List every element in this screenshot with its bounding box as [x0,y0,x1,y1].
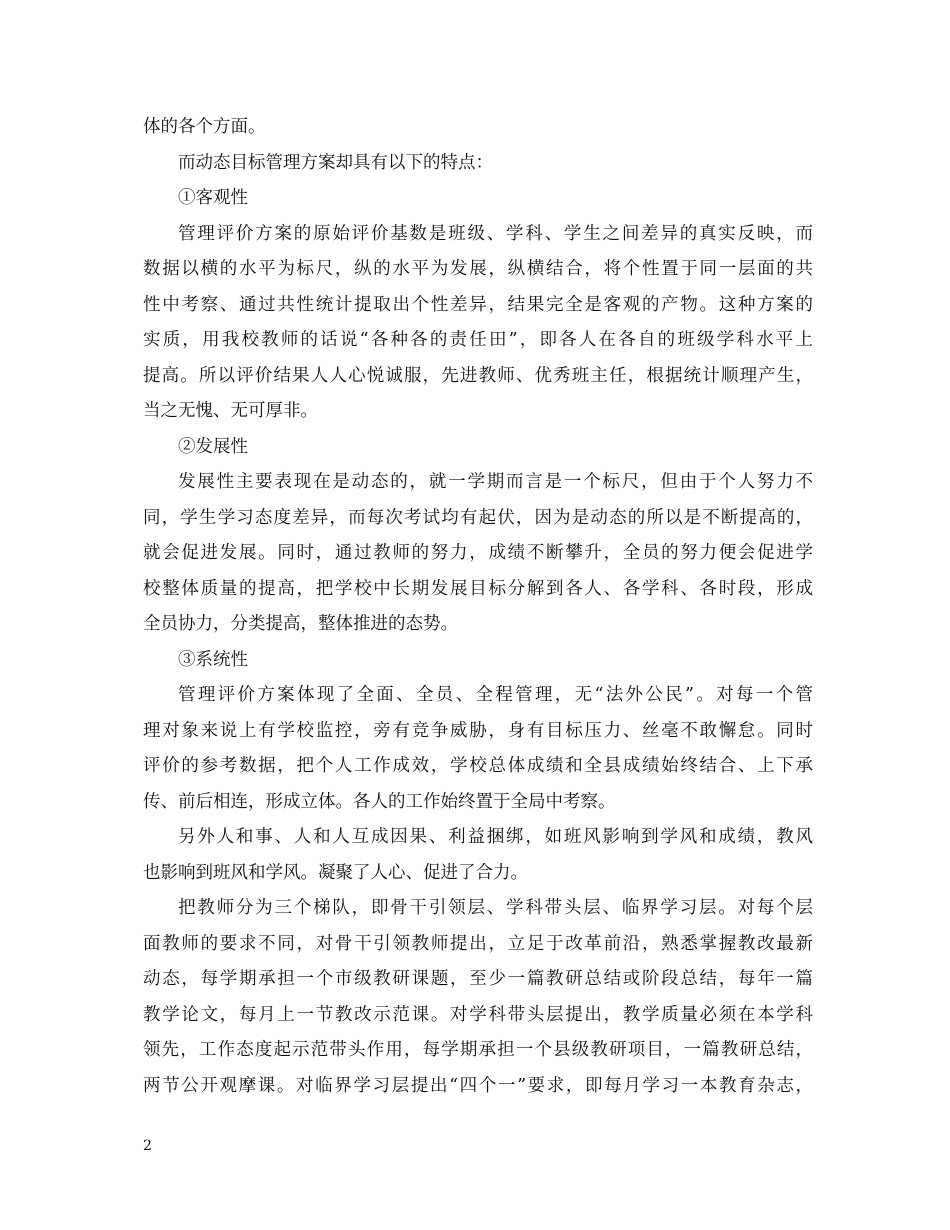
text-line: 也影响到班风和学风。凝聚了人心、促进了合力。 [143,862,528,883]
text-line: 管理评价方案的原始评价基数是班级、学科、学生之间差异的真实反映，而 [178,223,813,244]
text-line: 校整体质量的提高，把学校中长期发展目标分解到各人、各学科、各时段，形成 [143,578,813,599]
text-line: 就会促进发展。同时，通过教师的努力，成绩不断攀升，全员的努力便会促进学 [143,543,813,563]
text-line: 把教师分为三个梯队，即骨干引领层、学科带头层、临界学习层。对每个层 [178,898,813,918]
text-line: 全员协力，分类提高，整体推进的态势。 [143,614,458,634]
text-line: 当之无愧、无可厚非。 [143,401,318,421]
text-line: 同，学生学习态度差异，而每次考试均有起伏，因为是动态的所以是不断提高的， [143,507,813,528]
text-line: 性中考察、通过共性统计提取出个性差异，结果完全是客观的产物。这种方案的 [143,294,813,315]
text-line: 动态，每学期承担一个市级教研课题，至少一篇教研总结或阶段总结，每年一篇 [143,969,813,989]
text-line: 传、前后相连，形成立体。各人的工作始终置于全局中考察。 [143,791,616,812]
text-line: 另外人和事、人和人互成因果、利益捆绑，如班风影响到学风和成绩，教风 [178,827,813,847]
text-line: 面教师的要求不同，对骨干引领教师提出，立足于改革前沿，熟悉掌握教改最新 [143,933,813,954]
text-line: ②发展性 [178,436,248,457]
text-line: 理对象来说上有学校监控，旁有竞争威胁，身有目标压力、丝毫不敢懈怠。同时 [143,720,813,741]
text-line: 体的各个方面。 [143,117,266,137]
text-line: 而动态目标管理方案却具有以下的特点： [178,152,493,173]
text-line: 领先，工作态度起示范带头作用，每学期承担一个县级教研项目，一篇教研总结， [143,1040,813,1060]
text-line: ③系统性 [178,649,248,670]
text-line: 发展性主要表现在是动态的，就一学期而言是一个标尺，但由于个人努力不 [178,472,813,492]
body-text [143,110,813,1104]
text-line: 教学论文，每月上一节教改示范课。对学科带头层提出，教学质量必须在本学科 [143,1004,813,1025]
page-number: 2 [143,1138,152,1154]
text-line: 实质，用我校教师的话说“各种各的责任田”，即各人在各自的班级学科水平上 [143,330,813,350]
text-line: 两节公开观摩课。对临界学习层提出“四个一”要求，即每月学习一本教育杂志， [143,1075,813,1096]
text-line: ①客观性 [178,188,248,208]
text-line: 提高。所以评价结果人人心悦诚服，先进教师、优秀班主任，根据统计顺理产生， [143,365,813,386]
text-line: 数据以横的水平为标尺，纵的水平为发展，纵横结合，将个性置于同一层面的共 [143,259,813,279]
text-line: 管理评价方案体现了全面、全员、全程管理，无“法外公民”。对每一个管 [178,685,813,705]
text-line: 评价的参考数据，把个人工作成效，学校总体成绩和全县成绩始终结合、上下承 [143,756,813,776]
